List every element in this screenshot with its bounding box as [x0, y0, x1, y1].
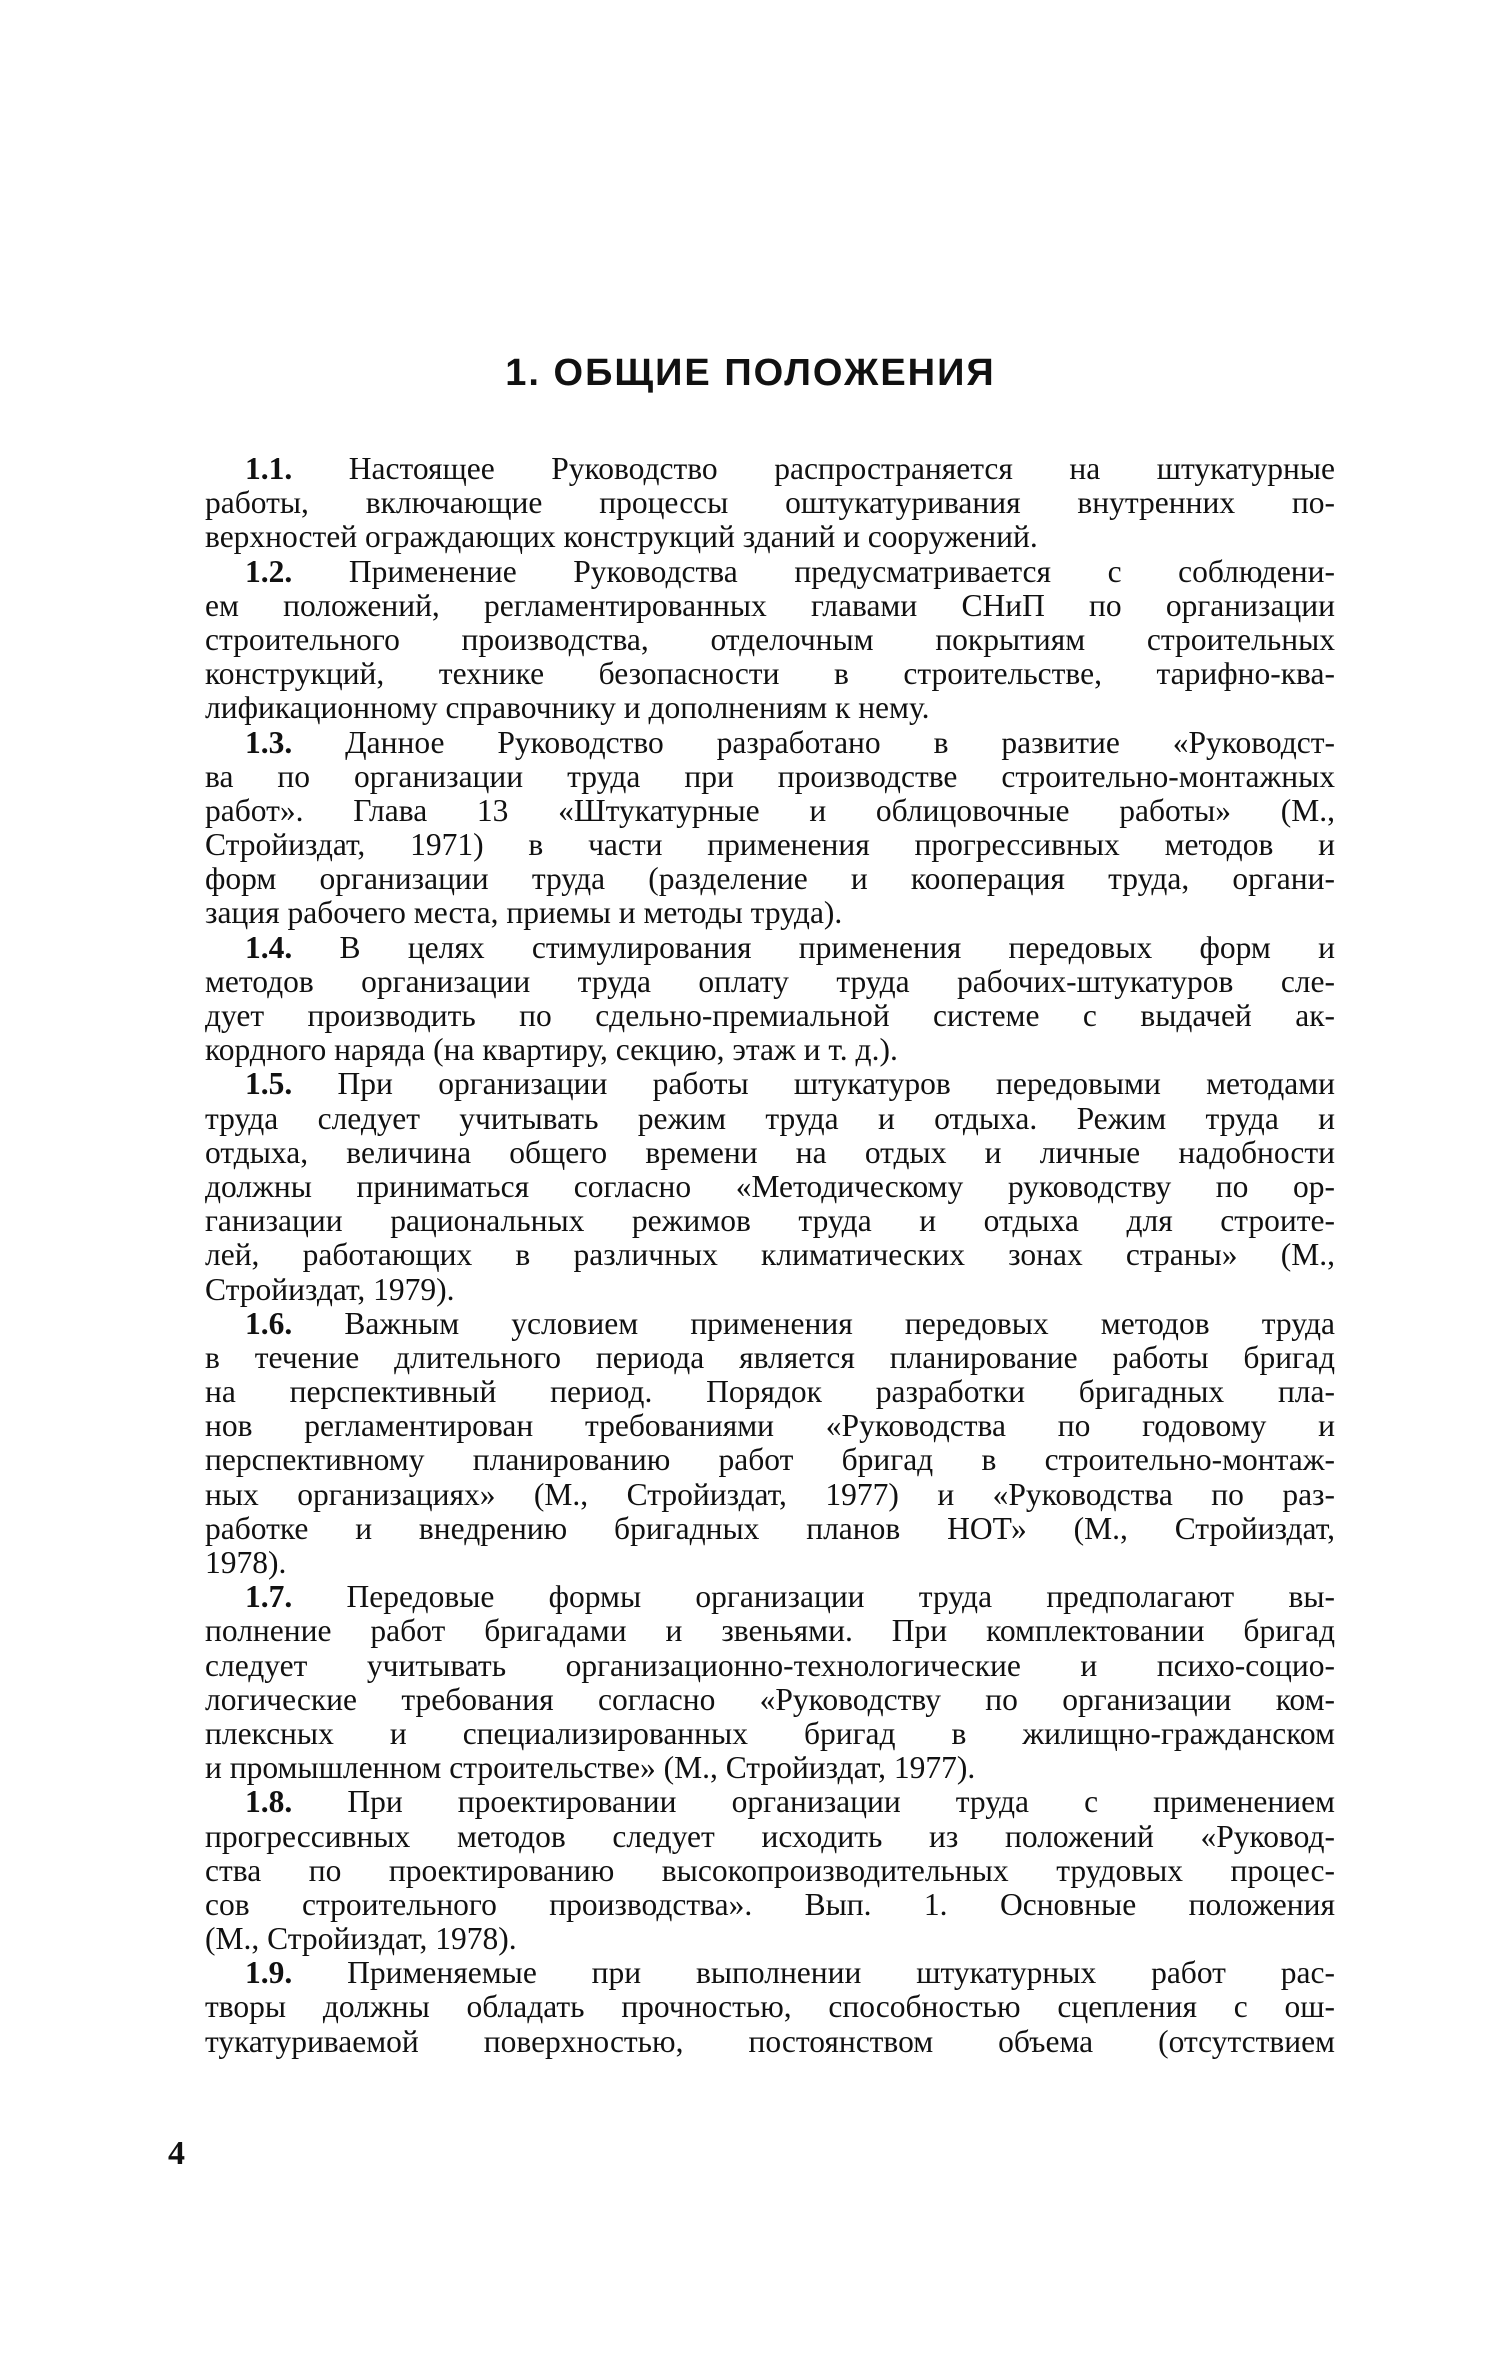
text-line	[205, 1785, 1335, 1819]
line-text: ганизации рациональных режимов труда и отдыха для строите-	[205, 1203, 1335, 1239]
line-text: верхностей ограждающих конструкций зданий и сооружений.	[205, 519, 1038, 555]
line-text: и промышленном строительстве» (М., Стройиздат, 1977).	[205, 1750, 976, 1786]
line-text: сов строительного производства». Вып. 1. Основные положения	[205, 1886, 1335, 1922]
line-text: Настоящее Руководство распространяется на штукатурные	[348, 451, 1336, 486]
text-line	[205, 1888, 1335, 1922]
line-text: ных организациях» (М., Стройиздат, 1977) и «Руководства по раз-	[205, 1476, 1335, 1512]
text-line	[205, 726, 1335, 760]
paragraph-number: 1.1.	[245, 451, 293, 486]
line-text: 1978).	[205, 1545, 287, 1580]
paragraph-number: 1.3.	[245, 724, 293, 760]
text-line	[205, 589, 1335, 623]
line-text: Передовые формы организации труда предполагают вы-	[346, 1579, 1335, 1615]
text-line	[205, 896, 1335, 930]
text-line	[205, 691, 1335, 725]
line-text: Применение Руководства предусматривается с соблюдени-	[348, 553, 1336, 589]
text-line	[205, 1136, 1335, 1170]
text-line	[205, 1033, 1335, 1067]
text-line	[205, 1102, 1335, 1136]
body-text	[205, 452, 1335, 2059]
text-line	[205, 1854, 1335, 1888]
paragraph-1-6	[205, 1307, 1335, 1581]
line-text: тукатуриваемой поверхностью, постоянством объема (отсутствием	[205, 2023, 1335, 2059]
line-text: Важным условием применения передовых методов труда	[344, 1305, 1335, 1341]
text-line	[205, 1922, 1335, 1956]
line-text: прогрессивных методов следует исходить из положений «Руковод-	[205, 1818, 1335, 1854]
line-text: должны приниматься согласно «Методическому руководству по ор-	[205, 1168, 1335, 1204]
line-text: При проектировании организации труда с применением	[347, 1784, 1335, 1820]
text-line	[205, 1273, 1335, 1307]
text-line	[205, 828, 1335, 862]
text-line	[205, 1512, 1335, 1546]
page-number: 4	[168, 2135, 185, 2172]
paragraph-1-4	[205, 931, 1335, 1068]
text-line	[205, 1067, 1335, 1101]
line-text: Применяемые при выполнении штукатурных работ рас-	[347, 1955, 1335, 1991]
line-text: кордного наряда (на квартиру, секцию, этаж и т. д.).	[205, 1032, 898, 1068]
line-text: В целях стимулирования применения передовых форм и	[339, 929, 1336, 965]
text-line	[205, 1307, 1335, 1341]
line-text: (М., Стройиздат, 1978).	[205, 1921, 517, 1957]
text-line	[205, 555, 1335, 589]
paragraph-1-5	[205, 1067, 1335, 1306]
section-heading: 1. ОБЩИЕ ПОЛОЖЕНИЯ	[505, 352, 996, 394]
paragraph-number: 1.2.	[245, 553, 293, 589]
line-text: лификационному справочнику и дополнениям к нему.	[205, 690, 930, 726]
text-line	[205, 1580, 1335, 1614]
text-line	[205, 1238, 1335, 1272]
line-text: полнение работ бригадами и звеньями. При комплектовании бригад	[205, 1613, 1335, 1649]
text-line	[205, 1614, 1335, 1648]
text-line	[205, 1820, 1335, 1854]
line-text: труда следует учитывать режим труда и отдыха. Режим труда и	[205, 1100, 1335, 1136]
text-line	[205, 2025, 1335, 2059]
text-line	[205, 1717, 1335, 1751]
text-line	[205, 452, 1335, 486]
line-text: в течение длительного периода является планирование работы бригад	[205, 1339, 1335, 1375]
line-text: лей, работающих в различных климатических зонах страны» (М.,	[205, 1237, 1335, 1273]
text-line	[205, 623, 1335, 657]
text-line	[205, 1990, 1335, 2024]
line-text: методов организации труда оплату труда рабочих-штукатуров сле-	[205, 963, 1335, 999]
text-line	[205, 931, 1335, 965]
text-line	[205, 486, 1335, 520]
text-line	[205, 1649, 1335, 1683]
text-line	[205, 1341, 1335, 1375]
paragraph-1-9	[205, 1956, 1335, 2059]
text-line	[205, 1546, 1335, 1580]
text-line	[205, 1751, 1335, 1785]
line-text: Данное Руководство разработано в развитие «Руководст-	[345, 724, 1335, 760]
text-line	[205, 1204, 1335, 1238]
line-text: конструкций, технике безопасности в строительстве, тарифно-ква-	[205, 656, 1335, 692]
paragraph-1-8	[205, 1785, 1335, 1956]
line-text: логические требования согласно «Руководству по организации ком-	[205, 1681, 1335, 1717]
text-line	[205, 862, 1335, 896]
text-line	[205, 1375, 1335, 1409]
text-line	[205, 1478, 1335, 1512]
paragraph-number: 1.7.	[245, 1579, 293, 1615]
text-line	[205, 760, 1335, 794]
paragraph-number: 1.4.	[245, 929, 293, 965]
line-text: отдыха, величина общего времени на отдых и личные надобности	[205, 1134, 1335, 1170]
paragraph-number: 1.8.	[245, 1784, 293, 1820]
line-text: творы должны обладать прочностью, способностью сцепления с ош-	[205, 1989, 1335, 2025]
paragraph-1-2	[205, 555, 1335, 726]
text-line	[205, 520, 1335, 554]
line-text: нов регламентирован требованиями «Руководства по годовому и	[205, 1408, 1335, 1444]
text-line	[205, 1409, 1335, 1443]
line-text: При организации работы штукатуров передовыми методами	[337, 1066, 1335, 1102]
line-text: ва по организации труда при производстве строительно-монтажных	[205, 758, 1335, 794]
text-line	[205, 1956, 1335, 1990]
paragraph-1-1	[205, 452, 1335, 555]
text-line	[205, 1683, 1335, 1717]
line-text: Стройиздат, 1971) в части применения прогрессивных методов и	[205, 827, 1335, 863]
line-text: ства по проектированию высокопроизводительных трудовых процес-	[205, 1852, 1335, 1888]
line-text: работ». Глава 13 «Штукатурные и облицовочные работы» (М.,	[205, 792, 1335, 828]
line-text: работке и внедрению бригадных планов НОТ» (М., Стройиздат,	[205, 1510, 1335, 1546]
paragraph-number: 1.6.	[245, 1305, 293, 1341]
text-line	[205, 657, 1335, 691]
text-line	[205, 1443, 1335, 1477]
text-line	[205, 965, 1335, 999]
paragraph-number: 1.9.	[245, 1955, 293, 1991]
paragraph-1-7	[205, 1580, 1335, 1785]
line-text: Стройиздат, 1979).	[205, 1271, 455, 1307]
line-text: плексных и специализированных бригад в жилищно-гражданском	[205, 1715, 1335, 1751]
text-line	[205, 999, 1335, 1033]
paragraph-1-3	[205, 726, 1335, 931]
line-text: работы, включающие процессы оштукатуривания внутренних по-	[205, 485, 1335, 521]
paragraph-number: 1.5.	[245, 1066, 293, 1102]
line-text: зация рабочего места, приемы и методы труда).	[205, 895, 843, 931]
line-text: дует производить по сдельно-премиальной системе с выдачей ак-	[205, 998, 1335, 1033]
text-line	[205, 794, 1335, 828]
line-text: перспективному планированию работ бригад в строительно-монтаж-	[205, 1442, 1335, 1478]
text-line	[205, 1170, 1335, 1204]
line-text: строительного производства, отделочным покрытиям строительных	[205, 621, 1335, 657]
line-text: следует учитывать организационно-технологические и психо-социо-	[205, 1647, 1335, 1683]
line-text: ем положений, регламентированных главами СНиП по организации	[205, 587, 1335, 623]
line-text: на перспективный период. Порядок разработки бригадных пла-	[205, 1374, 1335, 1410]
line-text: форм организации труда (разделение и кооперация труда, органи-	[205, 861, 1335, 897]
